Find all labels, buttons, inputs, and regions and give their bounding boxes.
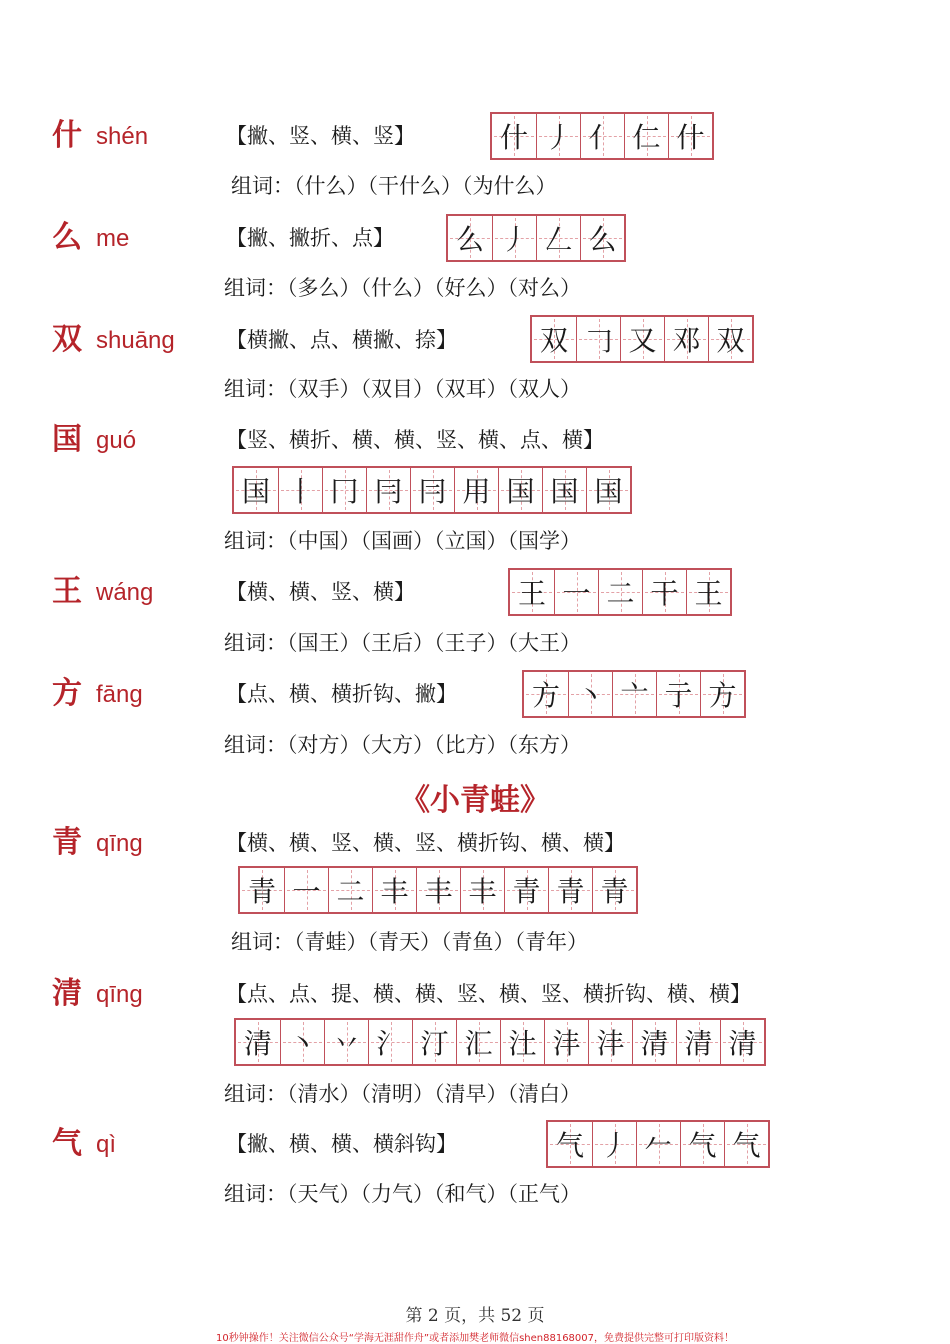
- stroke-step-box: [412, 1020, 456, 1064]
- stroke-step-char: 国: [594, 475, 623, 508]
- char-wang: 王: [52, 574, 82, 609]
- char-qing-clear: 清: [52, 976, 82, 1011]
- strokes-shuang: 【横撇、点、横撇、捺】: [226, 328, 457, 352]
- stroke-step-char: 国: [506, 475, 535, 508]
- words-me: 组词：（多么）（什么）（好么）（对么）: [224, 276, 581, 300]
- stroke-step-char: 清: [728, 1027, 757, 1060]
- pinyin-guo: guó: [96, 427, 137, 454]
- stroke-step-box: [580, 216, 624, 260]
- stroke-step-char: 气: [732, 1129, 761, 1162]
- char-guo: 国: [52, 422, 82, 457]
- stroke-step-box: [284, 868, 328, 912]
- stroke-step-box: [498, 468, 542, 512]
- stroke-step-box: [636, 1122, 680, 1166]
- stroke-step-char: 丿: [500, 223, 529, 256]
- strokes-guo: 【竖、横折、横、横、竖、横、点、横】: [226, 428, 604, 452]
- stroke-step-box: [460, 868, 504, 912]
- stroke-step-box: [720, 1020, 764, 1064]
- stroke-step-box: [542, 468, 586, 512]
- words-qing-clear: 组词：（清水）（清明）（清早）（清白）: [224, 1082, 581, 1106]
- char-qi: 气: [52, 1126, 82, 1161]
- words-shen: 组词：（什么）（干什么）（为什么）: [231, 174, 557, 198]
- stroke-step-box: [598, 570, 642, 614]
- stroke-step-box: [708, 317, 752, 361]
- stroke-step-box: [368, 1020, 412, 1064]
- stroke-step-box: [668, 114, 712, 158]
- stroke-step-box: [536, 216, 580, 260]
- pinyin-qi: qì: [96, 1131, 117, 1158]
- stroke-step-box: [580, 114, 624, 158]
- pinyin-shuang: shuāng: [96, 327, 175, 354]
- stroke-step-box: [328, 868, 372, 912]
- stroke-step-char: 么: [588, 223, 617, 256]
- stroke-step-box: [588, 1020, 632, 1064]
- stroke-step-char: 亠: [620, 679, 649, 712]
- stroke-step-char: 国: [241, 475, 270, 508]
- stroke-step-box: [664, 317, 708, 361]
- char-qing: 青: [52, 825, 82, 860]
- words-wang: 组词：（国王）（王后）（王子）（大王）: [224, 631, 581, 655]
- stroke-step-char: 丰: [424, 875, 453, 908]
- words-guo: 组词：（中国）（国画）（立国）（国学）: [224, 529, 581, 553]
- strokes-wang: 【横、横、竖、横】: [226, 580, 415, 604]
- stroke-step-box: [554, 570, 598, 614]
- stroke-step-char: 双: [716, 324, 745, 357]
- stroke-step-char: 汇: [464, 1027, 493, 1060]
- stroke-step-char: 清: [243, 1027, 272, 1060]
- stroke-step-box: [586, 468, 630, 512]
- stroke-step-box: [620, 317, 664, 361]
- stroke-boxes-qi: [546, 1120, 770, 1168]
- stroke-step-box: [456, 1020, 500, 1064]
- stroke-boxes-shuang: [530, 315, 754, 363]
- stroke-step-char: 𠃌: [584, 324, 613, 357]
- stroke-step-char: 二: [606, 577, 635, 610]
- stroke-step-char: 又: [628, 324, 657, 357]
- stroke-boxes-qing-clear: [234, 1018, 766, 1066]
- section-title: 《小青蛙》: [400, 783, 550, 818]
- stroke-step-char: 气: [688, 1129, 717, 1162]
- stroke-step-box: [676, 1020, 720, 1064]
- stroke-step-box: [324, 1020, 368, 1064]
- stroke-step-char: 丰: [468, 875, 497, 908]
- stroke-step-char: 双: [539, 324, 568, 357]
- stroke-step-char: 清: [640, 1027, 669, 1060]
- stroke-step-box: [592, 868, 636, 912]
- stroke-step-char: 仁: [632, 121, 661, 154]
- strokes-me: 【撇、撇折、点】: [226, 226, 394, 250]
- stroke-step-box: [632, 1020, 676, 1064]
- stroke-step-char: 清: [684, 1027, 713, 1060]
- stroke-step-char: 丶: [576, 679, 605, 712]
- pinyin-qing-clear: qīng: [96, 981, 143, 1008]
- stroke-step-char: 𠂉: [644, 1129, 673, 1162]
- stroke-step-box: [322, 468, 366, 512]
- stroke-step-char: 干: [650, 577, 679, 610]
- stroke-step-box: [240, 868, 284, 912]
- stroke-step-box: [504, 868, 548, 912]
- words-qi: 组词：（天气）（力气）（和气）（正气）: [224, 1182, 581, 1206]
- stroke-step-box: [492, 114, 536, 158]
- stroke-step-box: [524, 672, 568, 716]
- stroke-step-char: 冃: [418, 475, 447, 508]
- stroke-step-box: [454, 468, 498, 512]
- strokes-fang: 【点、横、横折钩、撇】: [226, 682, 457, 706]
- strokes-shen: 【撇、竖、横、竖】: [226, 124, 415, 148]
- stroke-step-char: 青: [556, 875, 585, 908]
- stroke-step-char: 青: [600, 875, 629, 908]
- stroke-step-char: 方: [531, 679, 560, 712]
- stroke-boxes-me: [446, 214, 626, 262]
- stroke-step-char: 方: [708, 679, 737, 712]
- stroke-step-char: 汢: [508, 1027, 537, 1060]
- stroke-step-char: 𠃋: [544, 223, 573, 256]
- stroke-step-char: 丨: [286, 475, 315, 508]
- stroke-step-char: 丿: [600, 1129, 629, 1162]
- stroke-step-box: [532, 317, 576, 361]
- stroke-step-box: [410, 468, 454, 512]
- strokes-qing: 【横、横、竖、横、竖、横折钩、横、横】: [226, 831, 625, 855]
- stroke-step-char: 冂: [330, 475, 359, 508]
- stroke-step-char: 沣: [596, 1027, 625, 1060]
- stroke-step-char: 气: [555, 1129, 584, 1162]
- stroke-step-box: [548, 1122, 592, 1166]
- stroke-step-box: [700, 672, 744, 716]
- stroke-step-box: [510, 570, 554, 614]
- stroke-step-char: 氵: [376, 1027, 405, 1060]
- stroke-step-box: [642, 570, 686, 614]
- stroke-step-char: 沣: [552, 1027, 581, 1060]
- stroke-step-box: [680, 1122, 724, 1166]
- stroke-step-char: 亻: [588, 121, 617, 154]
- strokes-qing-clear: 【点、点、提、横、横、竖、横、竖、横折钩、横、横】: [226, 982, 751, 1006]
- stroke-step-char: 丰: [380, 875, 409, 908]
- stroke-step-char: 国: [550, 475, 579, 508]
- stroke-step-char: 青: [247, 875, 276, 908]
- stroke-step-box: [280, 1020, 324, 1064]
- pinyin-wang: wáng: [96, 579, 154, 606]
- stroke-step-box: [724, 1122, 768, 1166]
- stroke-step-char: 汀: [420, 1027, 449, 1060]
- stroke-step-char: 二: [336, 875, 365, 908]
- stroke-step-box: [656, 672, 700, 716]
- pinyin-fang: fāng: [96, 681, 143, 708]
- pinyin-shen: shén: [96, 123, 149, 150]
- stroke-step-box: [372, 868, 416, 912]
- stroke-boxes-shen: [490, 112, 714, 160]
- char-shen: 什: [52, 118, 82, 153]
- stroke-step-char: 么: [455, 223, 484, 256]
- stroke-step-char: 什: [676, 121, 705, 154]
- stroke-step-char: 亍: [664, 679, 693, 712]
- footer-note: 10秒钟操作！关注微信公众号“学海无涯甜作舟”或者添加樊老师微信shen88168007，免费提供完整可打印版资料！: [215, 1333, 735, 1344]
- stroke-step-box: [500, 1020, 544, 1064]
- stroke-step-box: [416, 868, 460, 912]
- stroke-step-box: [624, 114, 668, 158]
- strokes-qi: 【撇、横、横、横斜钩】: [226, 1132, 457, 1156]
- stroke-step-char: 一: [292, 875, 321, 908]
- stroke-step-box: [448, 216, 492, 260]
- char-shuang: 双: [52, 322, 82, 357]
- char-me: 么: [52, 220, 82, 255]
- stroke-boxes-guo: [232, 466, 632, 514]
- stroke-step-box: [236, 1020, 280, 1064]
- stroke-step-char: 用: [462, 475, 491, 508]
- stroke-boxes-fang: [522, 670, 746, 718]
- stroke-step-char: 一: [562, 577, 591, 610]
- stroke-step-char: 丷: [332, 1027, 361, 1060]
- stroke-step-box: [278, 468, 322, 512]
- stroke-step-char: 青: [512, 875, 541, 908]
- stroke-boxes-wang: [508, 568, 732, 616]
- pinyin-me: me: [96, 225, 130, 252]
- stroke-step-box: [686, 570, 730, 614]
- stroke-step-box: [548, 868, 592, 912]
- stroke-step-box: [576, 317, 620, 361]
- stroke-step-box: [544, 1020, 588, 1064]
- page-number: 第 2 页，共 52 页: [405, 1306, 545, 1326]
- stroke-step-char: 王: [694, 577, 723, 610]
- stroke-step-char: 邓: [672, 324, 701, 357]
- words-qing: 组词：（青蛙）（青天）（青鱼）（青年）: [231, 930, 588, 954]
- stroke-step-box: [612, 672, 656, 716]
- stroke-step-box: [536, 114, 580, 158]
- stroke-step-char: 丶: [288, 1027, 317, 1060]
- stroke-boxes-qing: [238, 866, 638, 914]
- stroke-step-box: [568, 672, 612, 716]
- stroke-step-box: [366, 468, 410, 512]
- words-shuang: 组词：（双手）（双目）（双耳）（双人）: [224, 377, 581, 401]
- pinyin-qing: qīng: [96, 830, 143, 857]
- stroke-step-char: 王: [517, 577, 546, 610]
- stroke-step-char: 丿: [544, 121, 573, 154]
- stroke-step-char: 冃: [374, 475, 403, 508]
- stroke-step-char: 什: [499, 121, 528, 154]
- stroke-step-box: [592, 1122, 636, 1166]
- stroke-step-box: [234, 468, 278, 512]
- char-fang: 方: [52, 676, 82, 711]
- words-fang: 组词：（对方）（大方）（比方）（东方）: [224, 733, 581, 757]
- stroke-step-box: [492, 216, 536, 260]
